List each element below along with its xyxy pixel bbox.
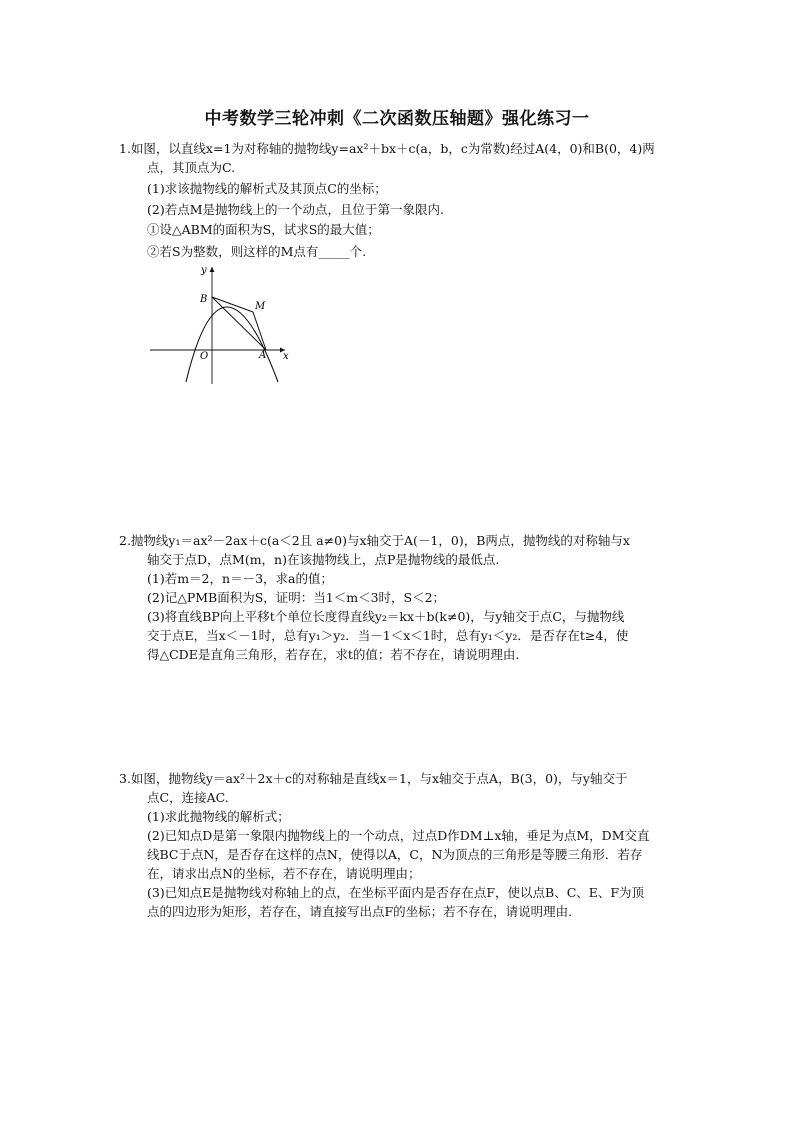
q2-part-3-line-3: 得△CDE是直角三角形，若存在，求t的值；若不存在，请说明理由. xyxy=(147,647,520,662)
q3-line-1: 3.如图，抛物线y＝ax²＋2x＋c的对称轴是直线x＝1，与x轴交于点A，B(3，0)，与y轴交于 xyxy=(119,771,628,786)
q1-part-2: (2)若点M是抛物线上的一个动点，且位于第一象限内. xyxy=(147,202,444,217)
q3-part-3-line-1: (3)已知点E是抛物线对称轴上的点，在坐标平面内是否存在点F，使以点B、C、E、F为顶 xyxy=(147,885,645,900)
q2-part-2: (2)记△PMB面积为S，证明：当1＜m＜3时，S＜2； xyxy=(147,590,446,605)
q2-part-1: (1)若m＝2，n＝－3，求a的值； xyxy=(147,571,333,586)
q3-part-1: (1)求此抛物线的解析式； xyxy=(147,809,290,824)
q3-part-2-line-1: (2)已知点D是第一象限内抛物线上的一个动点，过点D作DM⊥x轴，垂足为点M，DM交直 xyxy=(147,828,650,843)
document-title: 中考数学三轮冲刺《二次函数压轴题》强化练习一 xyxy=(204,109,590,129)
q2-part-3-line-2: 交于点E，当x＜－1时，总有y₁＞y₂．当－1＜x＜1时，总有y₁＜y₂．是否存在t≥4，使 xyxy=(147,628,629,643)
label-y: y xyxy=(201,265,207,276)
label-m: M xyxy=(255,301,266,312)
q1-part-2-b: ②若S为整数，则这样的M点有_____个. xyxy=(147,244,367,259)
q3-part-3-line-2: 点的四边形为矩形，若存在，请直接写出点F的坐标；若不存在，请说明理由. xyxy=(147,904,573,919)
label-x: x xyxy=(283,351,289,362)
q1-line-2: 点，其顶点为C. xyxy=(147,160,236,175)
label-b: B xyxy=(200,294,208,305)
q1-parabola-figure xyxy=(145,262,295,387)
label-o: O xyxy=(200,351,209,362)
q1-part-2-a: ①设△ABM的面积为S，试求S的最大值； xyxy=(147,222,380,237)
q3-part-2-line-3: 在，请求出点N的坐标，若不存在，请说明理由； xyxy=(147,866,421,881)
q2-part-3-line-1: (3)将直线BP向上平移t个单位长度得直线y₂＝kx＋b(k≠0)，与y轴交于点C，与抛物线 xyxy=(147,609,625,624)
q3-line-2: 点C，连接AC. xyxy=(147,790,229,805)
q3-part-2-line-2: 线BC于点N，是否存在这样的点N，使得以A，C，N为顶点的三角形是等腰三角形．若存 xyxy=(147,847,643,862)
q1-line-1: 1.如图，以直线x=1为对称轴的抛物线y=ax²＋bx＋c(a，b，c为常数)经过A(4，0)和B(0，4)两 xyxy=(119,141,655,156)
y-axis-arrow-icon xyxy=(210,267,215,272)
label-a: A xyxy=(259,350,267,361)
q2-line-2: 轴交于点D，点M(m，n)在该抛物线上，点P是抛物线的最低点. xyxy=(147,552,500,567)
q2-line-1: 2.抛物线y₁＝ax²－2ax＋c(a＜2且 a≠0)与x轴交于A(－1，0)，B两点，抛物线的对称轴与x xyxy=(119,533,630,548)
q1-part-1: (1)求该抛物线的解析式及其顶点C的坐标； xyxy=(147,181,387,196)
